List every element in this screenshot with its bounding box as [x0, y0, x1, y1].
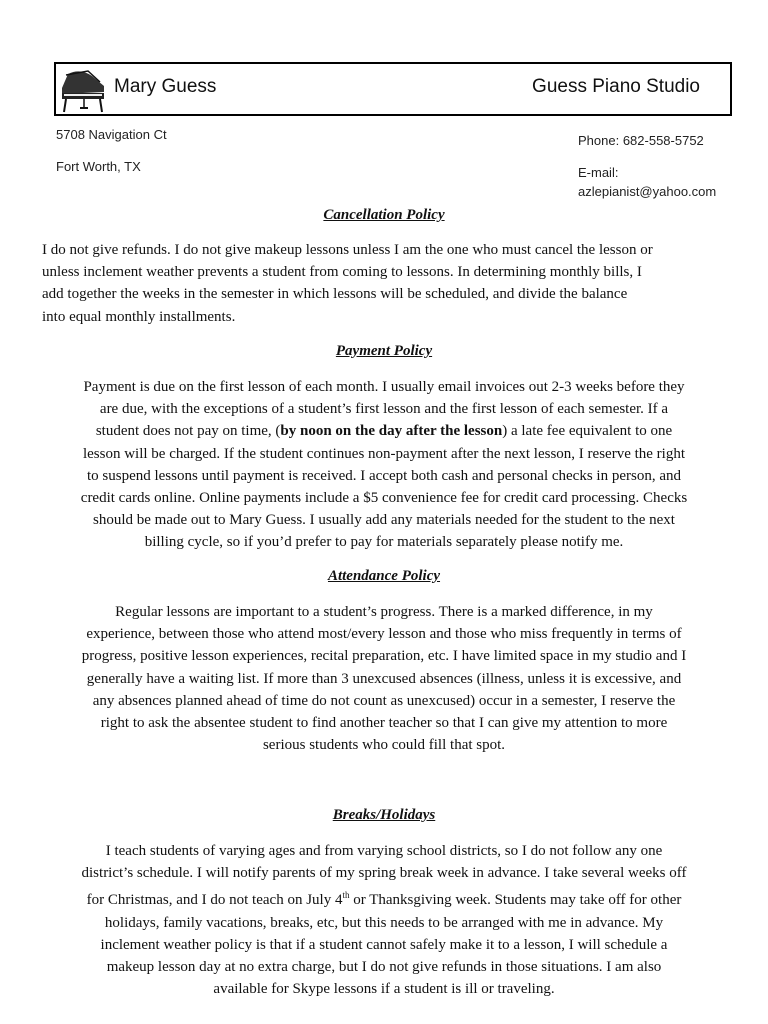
cancellation-policy-heading: Cancellation Policy — [323, 207, 445, 223]
email-label: E-mail: — [578, 165, 619, 180]
text-line: any absences planned ahead of time do not count as unexcused) occur in a semester, I reserve the — [92, 692, 676, 709]
text-line: holidays, family vacations, breaks, etc, but this needs to be arranged with me in advance. My — [104, 914, 664, 931]
ordinal-suffix: th — [342, 890, 350, 901]
text-line: Regular lessons are important to a student’s progress. There is a marked difference, in my — [115, 604, 653, 620]
text-line: experience, between those who attend most/every lesson and those who miss frequently in terms of — [86, 626, 682, 643]
text-line: are due, with the exceptions of a student’s first lesson and the first lesson of each semester. If a — [99, 401, 669, 418]
text-line: inclement weather policy is that if a student cannot safely make it to a lesson, I will schedule a — [100, 936, 668, 953]
text-line: I teach students of varying ages and from varying school districts, so I do not follow any one — [105, 843, 663, 859]
letterhead-box — [54, 62, 732, 116]
address-line-2: Fort Worth, TX — [56, 159, 141, 174]
text-run: ) a late fee equivalent to one — [502, 423, 673, 440]
address-line-1: 5708 Navigation Ct — [56, 127, 167, 142]
text-run: for Christmas, and I do not teach on July 4 — [86, 892, 343, 909]
phone-number: Phone: 682-558-5752 — [578, 133, 704, 148]
breaks-holidays-text — [20, 840, 748, 1000]
attendance-policy-text — [20, 601, 748, 756]
text-line: Payment is due on the first lesson of each month. I usually email invoices out 2-3 weeks before they — [83, 379, 685, 395]
text-line: add together the weeks in the semester in which lessons will be scheduled, and divide the balance — [42, 286, 628, 303]
text-line: available for Skype lessons if a student is ill or traveling. — [213, 981, 555, 998]
text-line: unless inclement weather prevents a student from coming to lessons. In determining monthly bills, I — [42, 264, 642, 281]
text-line: into equal monthly installments. — [42, 308, 236, 325]
text-line: I do not give refunds. I do not give makeup lessons unless I am the one who must cancel the lesson or — [42, 242, 653, 258]
text-line: billing cycle, so if you’d prefer to pay for materials separately please notify me. — [144, 534, 624, 551]
teacher-name: Mary Guess — [114, 76, 217, 97]
text-line — [20, 884, 748, 911]
email-address: azlepianist@yahoo.com — [578, 184, 717, 199]
text-line — [20, 420, 748, 442]
text-line: right to ask the absentee student to find another teacher so that I can give my attention to more — [100, 715, 668, 732]
text-line: to suspend lessons until payment is received. I accept both cash and personal checks in person, and — [86, 467, 681, 484]
payment-policy-text — [20, 376, 748, 554]
text-line: credit cards online. Online payments include a $5 convenience fee for credit card processing. Checks — [80, 490, 688, 507]
text-line: should be made out to Mary Guess. I usually add any materials needed for the student to the next — [93, 512, 675, 529]
text-run: or Thanksgiving week. Students may take off for other — [349, 892, 682, 909]
payment-policy-heading: Payment Policy — [335, 343, 433, 359]
text-line: generally have a waiting list. If more than 3 unexcused absences (illness, unless it is excessive, and — [86, 670, 682, 687]
text-run: student does not pay on time, ( — [95, 423, 281, 440]
text-line: serious students who could fill that spot. — [262, 737, 506, 754]
late-fee-deadline: by noon on the day after the lesson — [280, 423, 503, 440]
text-line: lesson will be charged. If the student continues non-payment after the next lesson, I reserve the right — [82, 445, 686, 462]
text-line: progress, positive lesson experiences, recital preparation, etc. I have limited space in my studio and I — [81, 648, 687, 665]
attendance-policy-heading: Attendance Policy — [327, 568, 441, 584]
text-line: makeup lesson day at no extra charge, but I do not give refunds in those situations. I am also — [106, 959, 662, 976]
breaks-holidays-heading: Breaks/Holidays — [332, 807, 436, 823]
studio-name: Guess Piano Studio — [532, 76, 700, 97]
grand-piano-icon — [58, 66, 110, 114]
text-line: district’s schedule. I will notify parents of my spring break week in advance. I take several weeks off — [81, 865, 687, 882]
cancellation-policy-text — [42, 239, 742, 328]
